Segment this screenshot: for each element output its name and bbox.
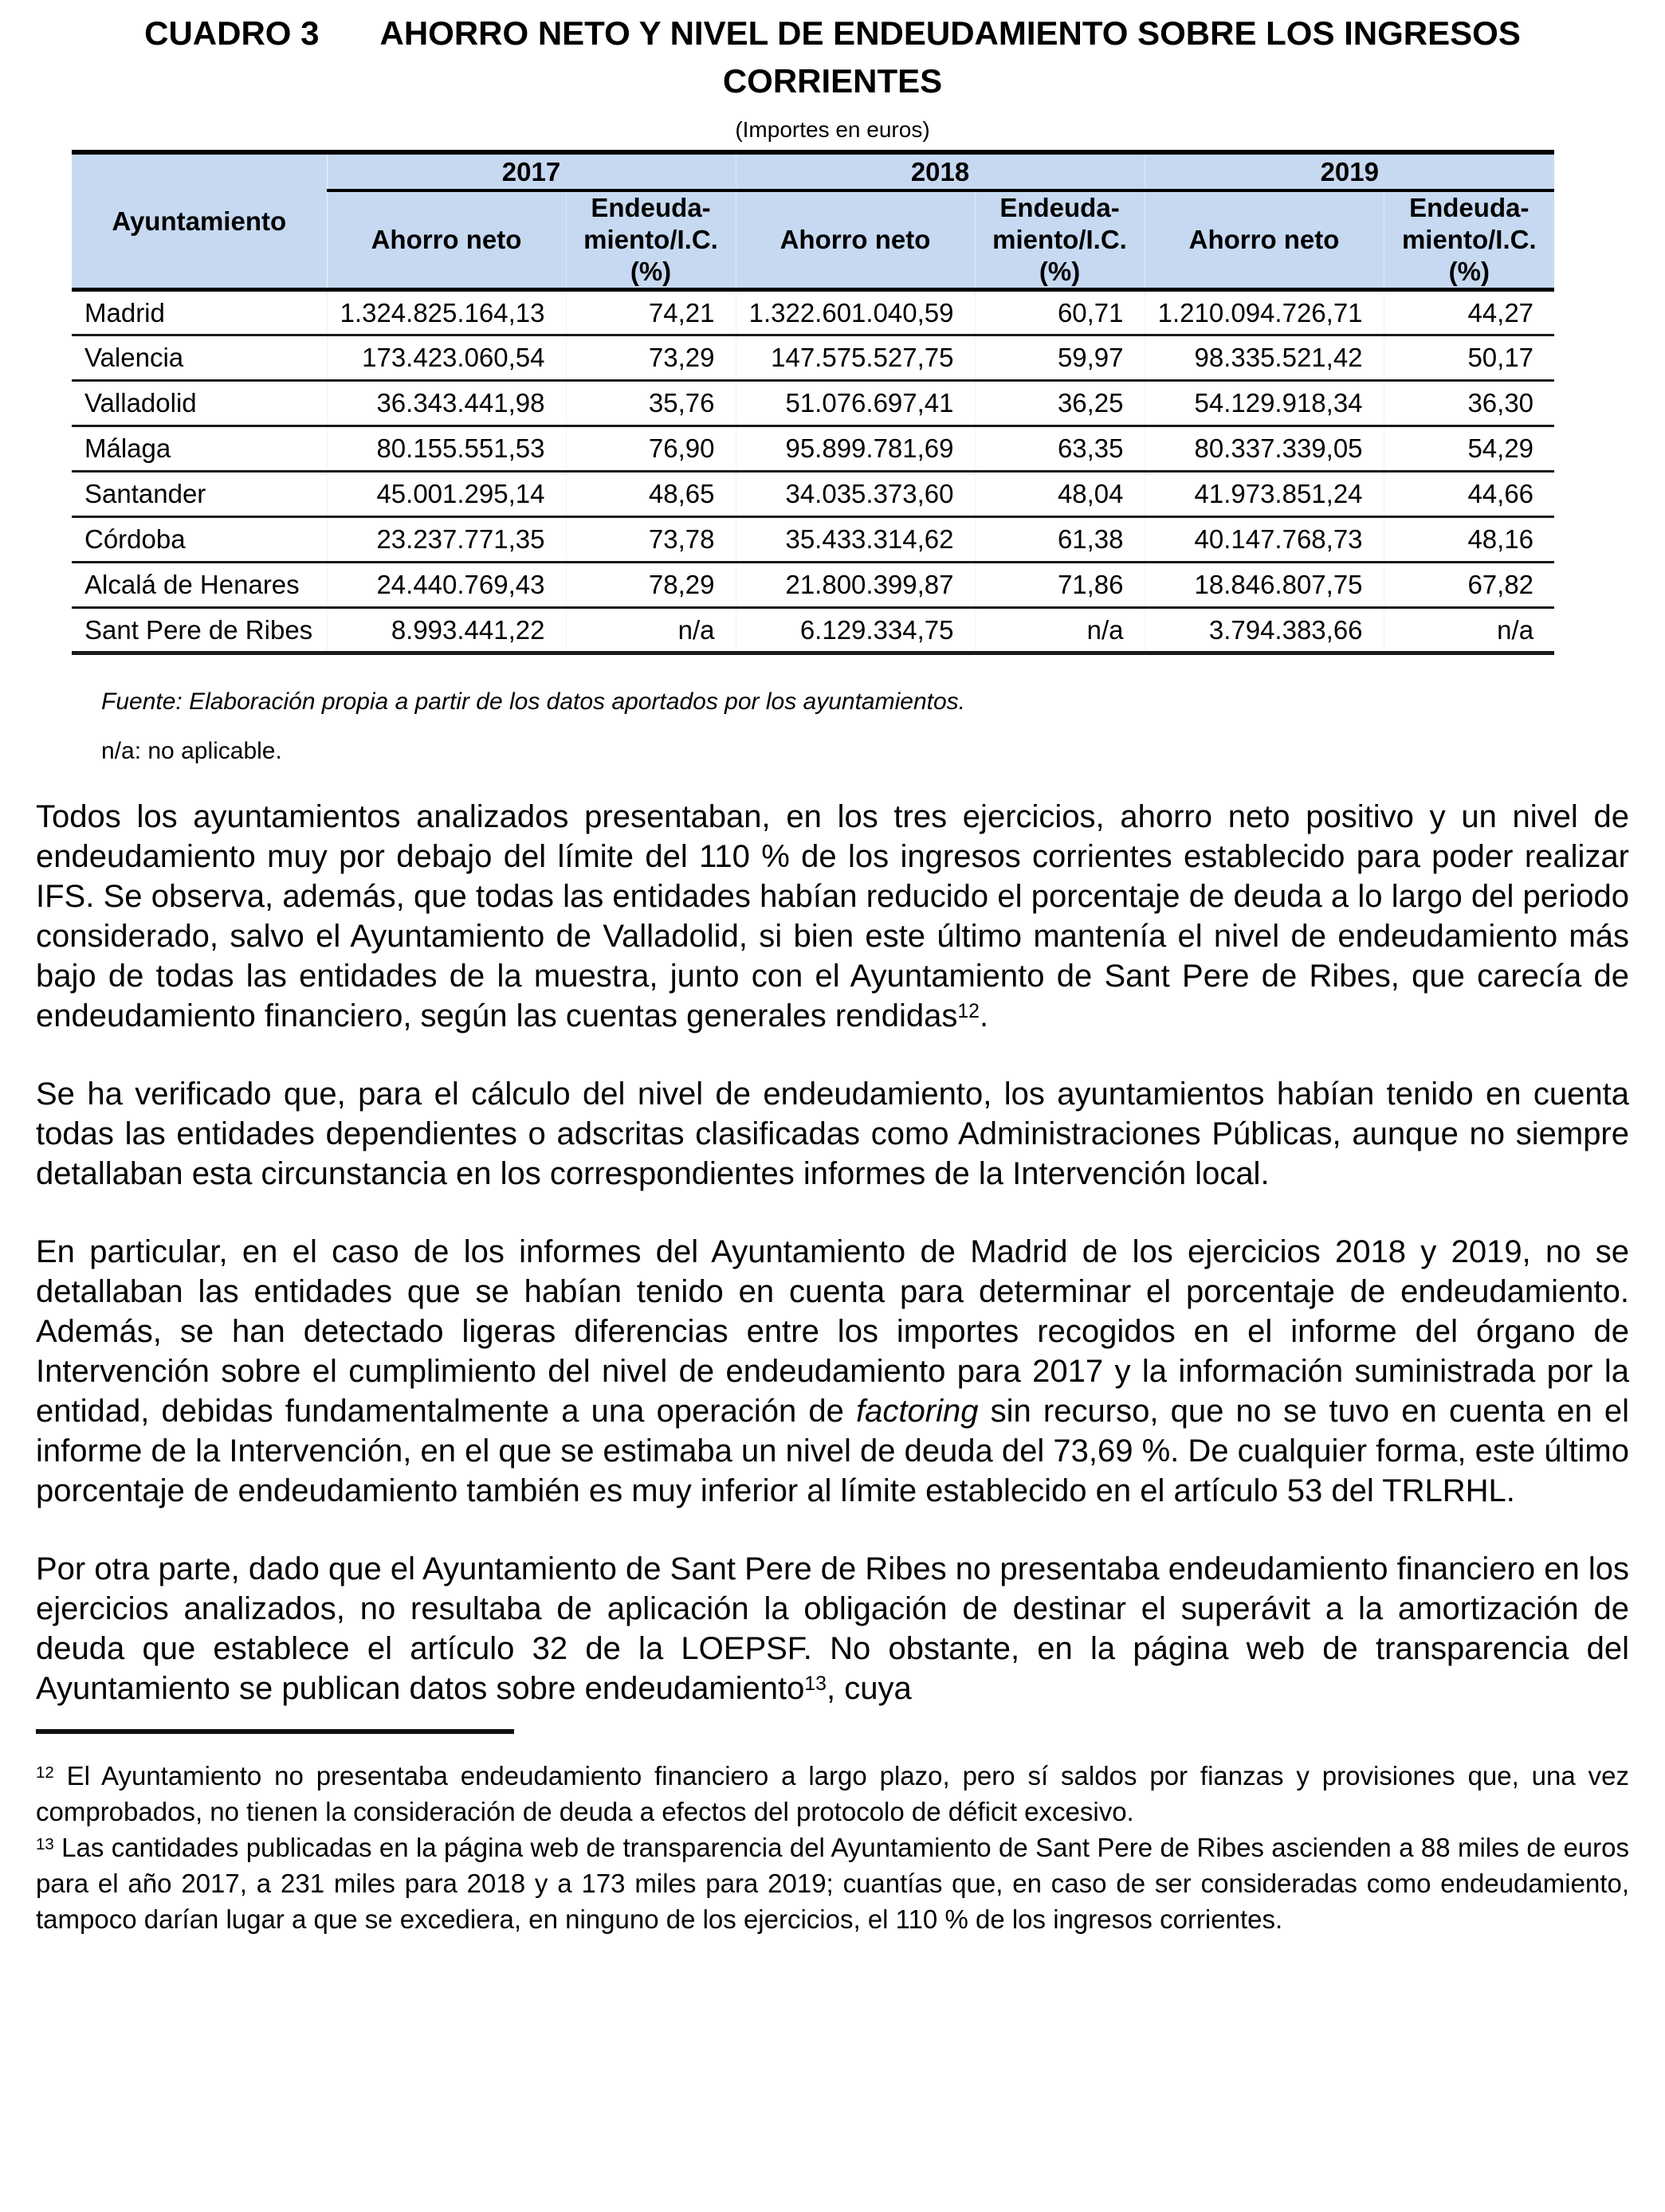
paragraph	[36, 1232, 1629, 1511]
cell-value: 40.147.768,73	[1145, 517, 1384, 563]
cell-value: 1.324.825.164,13	[327, 290, 566, 335]
cell-ayuntamiento: Valladolid	[72, 381, 327, 426]
footnote-12	[36, 1758, 1629, 1830]
table-row	[72, 517, 1554, 563]
corner-header-ayuntamiento: Ayuntamiento	[72, 152, 327, 290]
endeuda-line2: miento/I.C.	[992, 225, 1127, 254]
cell-value: 36,25	[975, 381, 1145, 426]
table-row	[72, 381, 1554, 426]
cell-value: 95.899.781,69	[736, 426, 975, 472]
cell-value: 80.337.339,05	[1145, 426, 1384, 472]
endeuda-line1: Endeuda-	[999, 193, 1120, 222]
table-row	[72, 608, 1554, 653]
cuadro-label: CUADRO 3	[144, 14, 320, 52]
subheader-endeudamiento-2017	[566, 190, 736, 290]
cell-ayuntamiento: Córdoba	[72, 517, 327, 563]
text-segment: Las cantidades publicadas en la página web de transparencia del Ayuntamiento de Sant Pere de Ribes ascienden a 88 miles de euros para el año 2017, a 231 miles para 2018 y a 173 miles para 2019; cuantías que, en caso de ser consideradas como endeudamiento, tampoco darían lugar a que se excediera, en ninguno de los ejercicios, el 110 % de los ingresos corrientes.	[36, 1833, 1629, 1934]
cell-value: 44,27	[1384, 290, 1554, 335]
table-row	[72, 290, 1554, 335]
text-segment: .	[979, 998, 989, 1033]
cell-value: 44,66	[1384, 472, 1554, 517]
cell-value: n/a	[975, 608, 1145, 653]
cell-value: 1.210.094.726,71	[1145, 290, 1384, 335]
cell-value: 60,71	[975, 290, 1145, 335]
text-segment: Todos los ayuntamientos analizados presentaban, en los tres ejercicios, ahorro neto positivo y un nivel de endeudamiento muy por debajo del límite del 110 % de los ingresos corrientes establecido para poder realizar IFS. Se observa, además, que todas las entidades habían reducido el porcentaje de deuda a lo largo del periodo considerado, salvo el Ayuntamiento de Valladolid, si bien este último mantenía el nivel de endeudamiento más bajo de todas las entidades de la muestra, junto con el Ayuntamiento de Sant Pere de Ribes, que carecía de endeudamiento financiero, según las cuentas generales rendidas	[36, 799, 1629, 1033]
cell-value: 54,29	[1384, 426, 1554, 472]
cell-value: 48,04	[975, 472, 1145, 517]
cell-value: 59,97	[975, 335, 1145, 381]
subheader-ahorro-neto-2018: Ahorro neto	[736, 190, 975, 290]
footnote-separator	[36, 1729, 514, 1734]
cuadro-title-line1: AHORRO NETO Y NIVEL DE ENDEUDAMIENTO SOBRE LOS INGRESOS	[379, 14, 1521, 52]
superscript-ref: 13	[36, 1834, 54, 1853]
text-segment: , cuya	[826, 1671, 912, 1706]
cell-value: 48,16	[1384, 517, 1554, 563]
text-segment: El Ayuntamiento no presentaba endeudamiento financiero a largo plazo, pero sí saldos por fianzas y provisiones que, una vez comprobados, no tienen la consideración de deuda a efectos del protocolo de déficit excesivo.	[36, 1761, 1629, 1826]
na-note: n/a: no aplicable.	[101, 738, 282, 764]
source-note: Fuente: Elaboración propia a partir de los datos aportados por los ayuntamientos.	[101, 688, 965, 715]
paragraph	[36, 1549, 1629, 1708]
endeuda-line3: (%)	[630, 257, 672, 286]
endeuda-line2: miento/I.C.	[1401, 225, 1537, 254]
cell-value: 61,38	[975, 517, 1145, 563]
cell-value: 18.846.807,75	[1145, 563, 1384, 608]
endeuda-line3: (%)	[1039, 257, 1081, 286]
cell-value: 34.035.373,60	[736, 472, 975, 517]
endeuda-line1: Endeuda-	[591, 193, 711, 222]
cell-value: 78,29	[566, 563, 736, 608]
cell-value: 8.993.441,22	[327, 608, 566, 653]
year-header-2019: 2019	[1145, 152, 1554, 190]
cell-value: 80.155.551,53	[327, 426, 566, 472]
cell-value: 23.237.771,35	[327, 517, 566, 563]
cell-value: 63,35	[975, 426, 1145, 472]
endeuda-line2: miento/I.C.	[583, 225, 718, 254]
cell-ayuntamiento: Madrid	[72, 290, 327, 335]
cell-value: 147.575.527,75	[736, 335, 975, 381]
cell-ayuntamiento: Santander	[72, 472, 327, 517]
cell-value: 50,17	[1384, 335, 1554, 381]
cuadro-title-line2: CORRIENTES	[722, 62, 943, 100]
cell-ayuntamiento: Valencia	[72, 335, 327, 381]
cell-ayuntamiento: Sant Pere de Ribes	[72, 608, 327, 653]
cell-value: 36,30	[1384, 381, 1554, 426]
endeuda-line3: (%)	[1448, 257, 1490, 286]
units-note: (Importes en euros)	[735, 117, 930, 142]
cell-value: 76,90	[566, 426, 736, 472]
footnotes-section	[36, 1758, 1629, 1937]
cell-value: 1.322.601.040,59	[736, 290, 975, 335]
subheader-endeudamiento-2018	[975, 190, 1145, 290]
cell-value: 54.129.918,34	[1145, 381, 1384, 426]
text-segment: Se ha verificado que, para el cálculo del nivel de endeudamiento, los ayuntamientos habían tenido en cuenta todas las entidades dependientes o adscritas clasificadas como Administraciones Públicas, aunque no siempre detallaban esta circunstancia en los correspondientes informes de la Intervención local.	[36, 1077, 1629, 1191]
cell-value: 98.335.521,42	[1145, 335, 1384, 381]
table-row	[72, 426, 1554, 472]
superscript-ref: 12	[36, 1763, 54, 1782]
cell-ayuntamiento: Alcalá de Henares	[72, 563, 327, 608]
text-segment: Por otra parte, dado que el Ayuntamiento de Sant Pere de Ribes no presentaba endeudamiento financiero en los ejercicios analizados, no resultaba de aplicación la obligación de destinar el superávit a la amortización de deuda que establece el artículo 32 de la LOEPSF. No obstante, en la página web de transparencia del Ayuntamiento se publican datos sobre endeudamiento	[36, 1551, 1629, 1706]
cell-value: 45.001.295,14	[327, 472, 566, 517]
superscript-ref: 13	[804, 1673, 827, 1695]
cell-value: 71,86	[975, 563, 1145, 608]
cell-value: 173.423.060,54	[327, 335, 566, 381]
table-header	[72, 152, 1554, 290]
cell-value: 73,78	[566, 517, 736, 563]
cell-value: 3.794.383,66	[1145, 608, 1384, 653]
cell-value: 6.129.334,75	[736, 608, 975, 653]
cell-value: 48,65	[566, 472, 736, 517]
table-row	[72, 335, 1554, 381]
cell-value: 24.440.769,43	[327, 563, 566, 608]
cell-value: 21.800.399,87	[736, 563, 975, 608]
cell-value: 35,76	[566, 381, 736, 426]
cell-value: 35.433.314,62	[736, 517, 975, 563]
table-body	[72, 290, 1554, 653]
cell-value: n/a	[566, 608, 736, 653]
subheader-endeudamiento-2019	[1384, 190, 1554, 290]
superscript-ref: 12	[957, 1000, 980, 1022]
paragraph	[36, 797, 1629, 1036]
cell-value: 41.973.851,24	[1145, 472, 1384, 517]
text-segment: sin recurso, que no se tuvo en cuenta en el informe de la Intervención, en el que se estimaba un nivel de deuda del 73,69 %. De cualquier forma, este último porcentaje de endeudamiento también es muy inferior al límite establecido en el artículo 53 del TRLRHL.	[36, 1394, 1629, 1508]
subheader-ahorro-neto-2017: Ahorro neto	[327, 190, 566, 290]
cell-value: 73,29	[566, 335, 736, 381]
subheader-ahorro-neto-2019: Ahorro neto	[1145, 190, 1384, 290]
cell-value: 67,82	[1384, 563, 1554, 608]
cell-value: n/a	[1384, 608, 1554, 653]
cell-value: 36.343.441,98	[327, 381, 566, 426]
text-segment: En particular, en el caso de los informes del Ayuntamiento de Madrid de los ejercicios 2018 y 2019, no se detallaban las entidades que se habían tenido en cuenta para determinar el porcentaje de endeudamiento. Además, se han detectado ligeras diferencias entre los importes recogidos en el informe del órgano de Intervención sobre el cumplimiento del nivel de endeudamiento para 2017 y la información suministrada por la entidad, debidas fundamentalmente a una operación de	[36, 1234, 1629, 1429]
cuadro-3-table	[72, 150, 1554, 655]
endeuda-line1: Endeuda-	[1409, 193, 1530, 222]
text-segment: factoring	[856, 1394, 979, 1429]
cell-value: 51.076.697,41	[736, 381, 975, 426]
year-header-2017: 2017	[327, 152, 736, 190]
cell-value: 74,21	[566, 290, 736, 335]
table-row	[72, 472, 1554, 517]
year-header-2018: 2018	[736, 152, 1145, 190]
footnote-13	[36, 1830, 1629, 1937]
cuadro-title	[36, 10, 1629, 105]
table-row	[72, 563, 1554, 608]
paragraph	[36, 1074, 1629, 1194]
cell-ayuntamiento: Málaga	[72, 426, 327, 472]
